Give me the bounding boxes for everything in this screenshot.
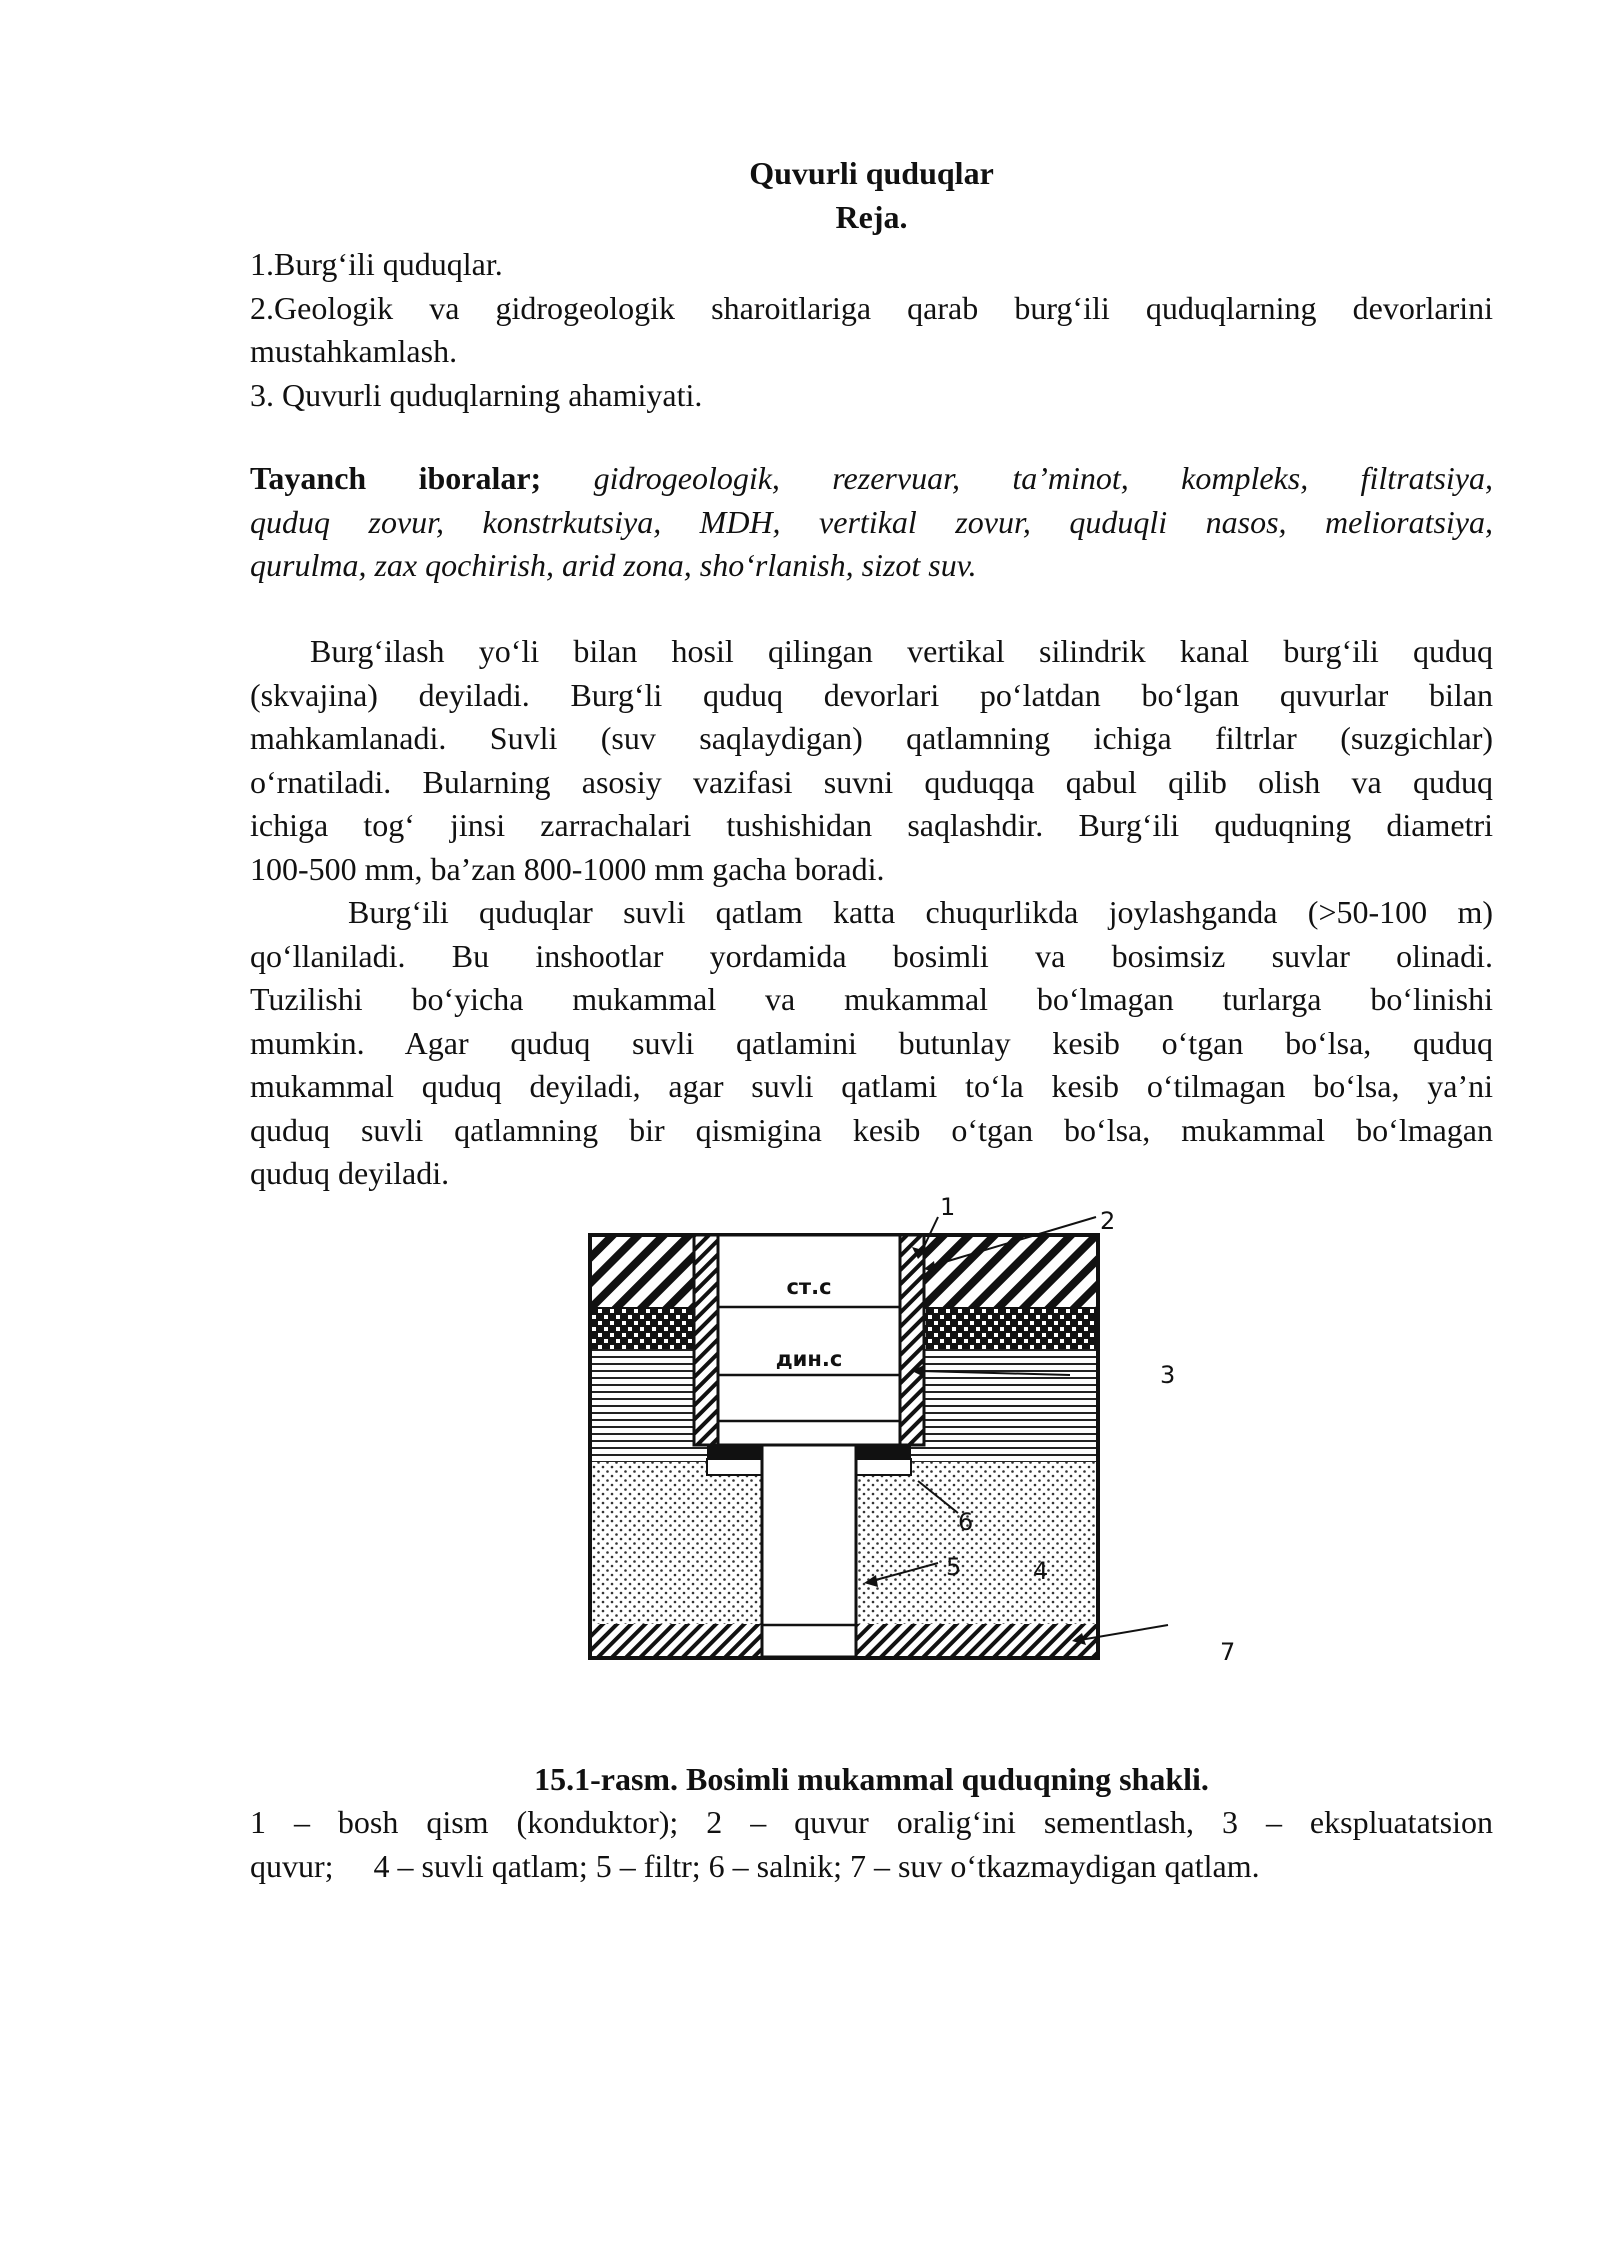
paragraph-2-line: Burg‘ili quduqlar suvli qatlam katta chuqurlikda joylashganda (>50-100 m) [348,894,1493,930]
paragraph-2-line: quduq suvli qatlamning bir qismigina kesib o‘tgan bo‘lsa, mukammal bo‘lmagan [250,1111,1493,1148]
paragraph-2-line: Tuzilishi bo‘yicha mukammal va mukammal bo‘lmagan turlarga bo‘linishi [250,981,1493,1017]
paragraph-1-line: 100-500 mm, ba’zan 800-1000 mm gacha boradi. [250,850,885,887]
keywords-line-3: qurulma, zax qochirish, arid zona, sho‘rlanish, sizot suv. [250,547,977,583]
figure-caption: 15.1-rasm. Bosimli mukammal quduqning shakli. [534,1761,1209,1797]
keywords-label: Tayanch iboralar; [250,460,594,496]
document-title: Quvurli quduqlar [749,155,994,191]
paragraph-2-line: mumkin. Agar quduq suvli qatlamini butunlay kesib o‘tgan bo‘lsa, quduq [250,1024,1493,1061]
plan-list [250,243,1493,417]
plan-item-3: 3. Quvurli quduqlarning ahamiyati. [250,376,703,413]
paragraph-2-line: qo‘llaniladi. Bu inshootlar yordamida bosimli va bosimsiz suvlar olinadi. [250,937,1493,974]
static-level-label: ст.с [786,1275,832,1299]
callout-7: 7 [1220,1638,1236,1666]
keywords-text-1: gidrogeologik, rezervuar, ta’minot, kompleks, filtratsiya, [593,460,1494,496]
plan-heading: Reja. [835,199,908,235]
keywords-line-1 [250,457,1493,501]
paragraph-2-line: quduq deyiladi. [250,1155,450,1191]
paragraph-2-line: mukammal quduq deyiladi, agar suvli qatlami to‘la kesib o‘tilmagan bo‘lsa, ya’ni [250,1068,1493,1104]
plan-item-1: 1.Burg‘ili quduqlar. [250,246,503,282]
dynamic-level-label: дин.с [775,1347,843,1371]
paragraph-1-line: mahkamlanadi. Suvli (suv saqlaydigan) qatlamning ichiga filtrlar (suzgichlar) [250,720,1493,756]
callout-2: 2 [1100,1207,1116,1235]
callout-6: 6 [958,1508,974,1536]
callout-1: 1 [940,1195,956,1221]
plan-item-2-line-1: 2.Geologik va gidrogeologik sharoitlariga qarab burg‘ili quduqlarning devorlarini [250,289,1493,326]
callout-3: 3 [1160,1361,1176,1389]
plan-item-2-line-2: mustahkamlash. [250,333,458,369]
casing-upper [694,1235,924,1445]
keywords-line-2: quduq zovur, konstrkutsiya, MDH, vertikal zovur, quduqli nasos, melioratsiya, [250,503,1493,540]
figure-legend [250,1801,1493,1888]
paragraph-1-line: (skvajina) deyiladi. Burg‘li quduq devorlari po‘latdan bo‘lgan quvurlar bilan [250,676,1493,713]
figure-legend-line-2: quvur; 4 – suvli qatlam; 5 – filtr; 6 – salnik; 7 – suv o‘tkazmaydigan qatlam. [250,1847,1260,1884]
paragraph-1-line: o‘rnatiladi. Bularning asosiy vazifasi suvni quduqqa qabul qilib olish va quduq [250,763,1493,800]
paragraph-1-line: Burg‘ilash yo‘li bilan hosil qilingan vertikal silindrik kanal burg‘ili quduq [310,633,1493,669]
paragraph-1 [250,630,1493,891]
keywords-block [250,457,1493,588]
well-diagram [520,1195,1260,1710]
filter-pipe [762,1445,856,1657]
paragraph-2 [250,891,1493,1196]
callout-4: 4 [1033,1557,1049,1585]
figure-legend-line-1: 1 – bosh qism (konduktor); 2 – quvur oralig‘ini sementlash, 3 – ekspluatatsion [250,1804,1493,1840]
paragraph-1-line: ichiga tog‘ jinsi zarrachalari tushishidan saqlashdir. Burg‘ili quduqning diametri [250,807,1493,843]
callout-5: 5 [946,1553,962,1581]
